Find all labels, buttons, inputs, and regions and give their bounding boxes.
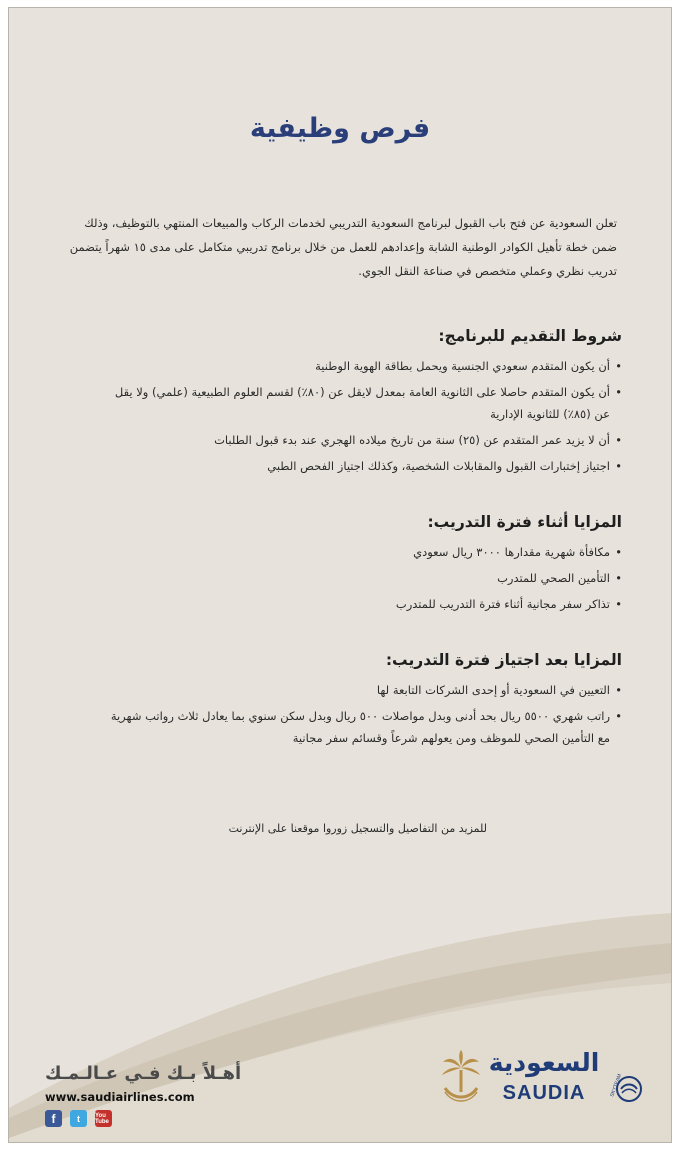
logo-english-text: SAUDIA <box>502 1082 586 1104</box>
section-training-benefits <box>99 511 622 619</box>
skyteam-logo-icon <box>607 1063 645 1107</box>
list-item: • أن لا يزيد عمر المتقدم عن (٢٥) سنة من تاريخ ميلاده الهجري عند بدء قبول الطلبات <box>99 429 622 451</box>
list-item: • تذاكر سفر مجانية أثناء فترة التدريب للمتدرب <box>99 593 622 615</box>
twitter-icon[interactable]: t <box>70 1110 87 1127</box>
logo-arabic-text: السعودية <box>488 1048 600 1077</box>
section-heading: المزايا أثناء فترة التدريب: <box>427 513 622 531</box>
section-heading: المزايا بعد اجتياز فترة التدريب: <box>385 651 622 669</box>
section-heading: شروط التقديم للبرنامج: <box>438 327 622 345</box>
youtube-icon[interactable]: You Tube <box>95 1110 112 1127</box>
list-item: • التعيين في السعودية أو إحدى الشركات التابعة لها <box>99 679 622 701</box>
list-item: • مكافأة شهرية مقدارها ٣٠٠٠ ريال سعودي <box>99 541 622 563</box>
facebook-icon[interactable]: f <box>45 1110 62 1127</box>
list-item: • التأمين الصحي للمتدرب <box>99 567 622 589</box>
palm-swords-emblem-icon <box>439 1048 483 1106</box>
social-links <box>45 1110 112 1127</box>
more-info-text: للمزيد من التفاصيل والتسجيل زوروا موقعنا على الإنترنت <box>228 822 487 835</box>
tagline: أهـلاً بـك فـي عـالـمـك <box>45 1063 242 1084</box>
list-item: • راتب شهري ٥٥٠٠ ريال بحد أدنى وبدل مواصلات ٥٠٠ ريال وبدل سكن سنوي بما يعادل ثلاث رواتب شهرية مع التأمين الصحي للموظف ومن يعولهم شرعاً وقسائم سفر مجانية <box>99 705 622 749</box>
skyteam-text: SKYTEAM <box>609 1073 624 1098</box>
list-item: • اجتياز إختبارات القبول والمقابلات الشخصية، وكذلك اجتياز الفحص الطبي <box>99 455 622 477</box>
website-link[interactable]: www.saudiairlines.com <box>45 1090 195 1104</box>
ad-title: فرص وظيفية <box>249 113 431 144</box>
list-item: • أن يكون المتقدم حاصلا على الثانوية العامة بمعدل لايقل عن (٨٠٪) لقسم العلوم الطبيعية (علمي) ولا يقل عن (٨٥٪) للثانوية الإدارية <box>99 381 622 425</box>
section-requirements <box>99 325 622 481</box>
section-post-training-benefits <box>99 649 622 753</box>
list-item: • أن يكون المتقدم سعودي الجنسية ويحمل بطاقة الهوية الوطنية <box>99 355 622 377</box>
job-ad-card <box>8 7 672 1143</box>
intro-paragraph: تعلن السعودية عن فتح باب القبول لبرنامج السعودية التدريبي لخدمات الركاب والمبيعات المنتهي بالتوظيف، وذلك ضمن خطة تأهيل الكوادر الوطنية الشابة وإعدادهم للعمل من خلال برنامج تدريبي متكامل على مدى ١٥ شهراً يتضمن تدريب نظري وعملي متخصص في صناعة النقل الجوي. <box>69 216 617 278</box>
